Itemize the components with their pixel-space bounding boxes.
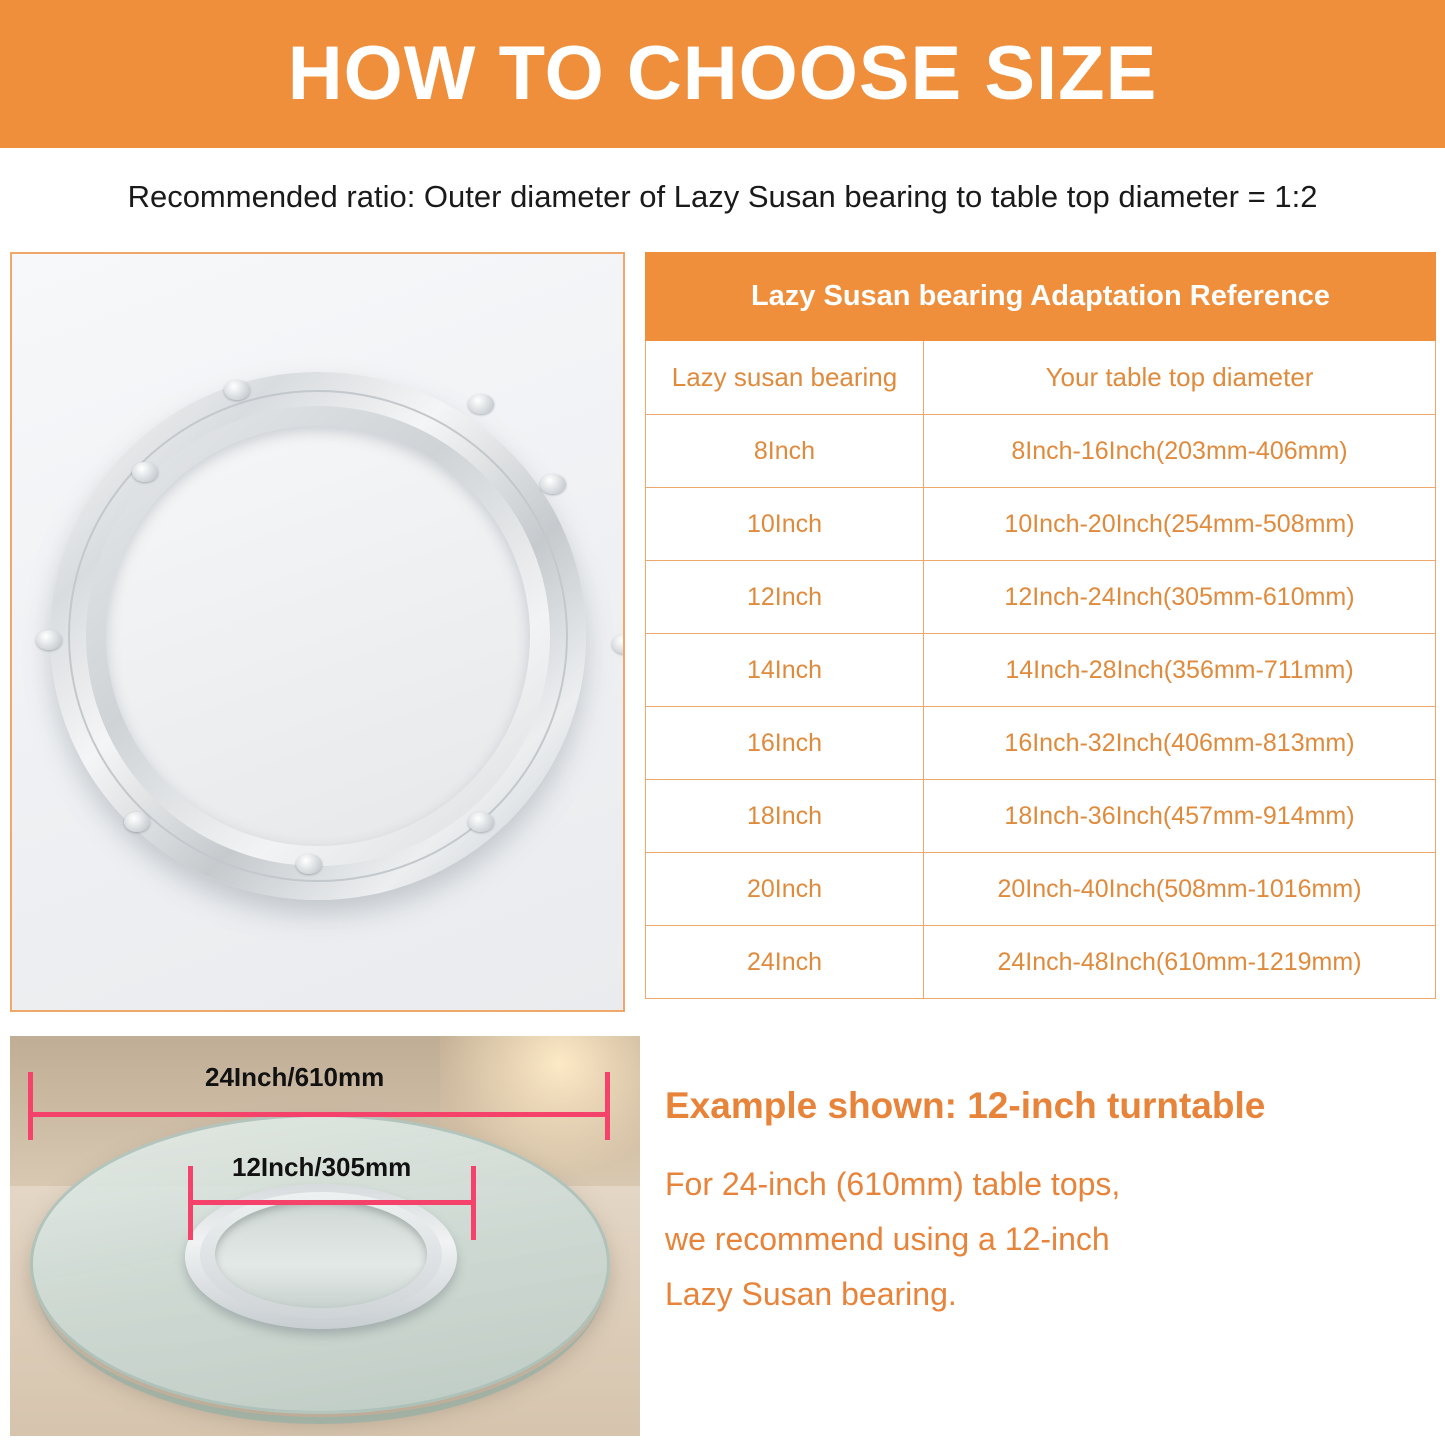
table-row <box>646 780 1436 853</box>
bearing-center-hole <box>106 426 530 846</box>
example-text-block <box>665 1085 1435 1322</box>
table-row <box>646 488 1436 561</box>
recommended-ratio-text: Recommended ratio: Outer diameter of Lazy Susan bearing to table top diameter = 1:2 <box>127 179 1318 214</box>
cell-bearing-size: 10Inch <box>646 488 924 561</box>
example-line-3: Lazy Susan bearing. <box>665 1276 957 1313</box>
cell-bearing-size: 18Inch <box>646 780 924 853</box>
header-banner <box>0 0 1445 148</box>
bearing-illustration <box>28 342 608 922</box>
cell-bearing-size: 14Inch <box>646 634 924 707</box>
outer-measure-label: 24Inch/610mm <box>205 1062 385 1092</box>
cell-bearing-size: 20Inch <box>646 853 924 926</box>
page-title: HOW TO CHOOSE SIZE <box>287 31 1158 116</box>
adaptation-reference-table <box>645 252 1435 1012</box>
bearing-photo-panel <box>10 252 625 1012</box>
example-title: Example shown: 12-inch turntable <box>665 1085 1266 1126</box>
bearing-rivet <box>132 462 158 482</box>
cell-bearing-size: 12Inch <box>646 561 924 634</box>
cell-tabletop-range: 18Inch-36Inch(457mm-914mm) <box>924 780 1436 853</box>
cell-tabletop-range: 20Inch-40Inch(508mm-1016mm) <box>924 853 1436 926</box>
example-line-2: we recommend using a 12-inch <box>665 1221 1110 1258</box>
bearing-rivet <box>124 812 150 832</box>
bearing-rivet <box>468 812 494 832</box>
bearing-ring-hole <box>215 1200 427 1308</box>
cell-bearing-size: 16Inch <box>646 707 924 780</box>
cell-bearing-size: 8Inch <box>646 415 924 488</box>
table-row <box>646 561 1436 634</box>
bearing-rivet <box>224 380 250 400</box>
bearing-rivet <box>468 394 494 414</box>
table-column-header-tabletop: Your table top diameter <box>924 341 1436 415</box>
cell-tabletop-range: 16Inch-32Inch(406mm-813mm) <box>924 707 1436 780</box>
cell-tabletop-range: 12Inch-24Inch(305mm-610mm) <box>924 561 1436 634</box>
bearing-rivet <box>36 630 62 650</box>
inner-measure-cap-left <box>188 1166 193 1240</box>
turntable-example-photo <box>10 1036 640 1436</box>
table-caption: Lazy Susan bearing Adaptation Reference <box>646 253 1436 341</box>
cell-tabletop-range: 10Inch-20Inch(254mm-508mm) <box>924 488 1436 561</box>
inner-measure-label: 12Inch/305mm <box>232 1152 412 1182</box>
bearing-rivet <box>296 854 322 874</box>
bearing-rivet <box>612 634 626 654</box>
table-row <box>646 707 1436 780</box>
example-line-1: For 24-inch (610mm) table tops, <box>665 1166 1121 1202</box>
inner-measure-line <box>188 1200 476 1205</box>
table-row <box>646 634 1436 707</box>
cell-bearing-size: 24Inch <box>646 926 924 999</box>
table-column-header-bearing: Lazy susan bearing <box>646 341 924 415</box>
cell-tabletop-range: 8Inch-16Inch(203mm-406mm) <box>924 415 1436 488</box>
outer-measure-cap-left <box>28 1072 33 1140</box>
outer-measure-line <box>28 1112 610 1117</box>
cell-tabletop-range: 24Inch-48Inch(610mm-1219mm) <box>924 926 1436 999</box>
table-row <box>646 926 1436 999</box>
bearing-rivet <box>540 474 566 494</box>
table-row <box>646 853 1436 926</box>
table-row <box>646 415 1436 488</box>
cell-tabletop-range: 14Inch-28Inch(356mm-711mm) <box>924 634 1436 707</box>
inner-measure-cap-right <box>471 1166 476 1240</box>
outer-measure-cap-right <box>605 1072 610 1140</box>
